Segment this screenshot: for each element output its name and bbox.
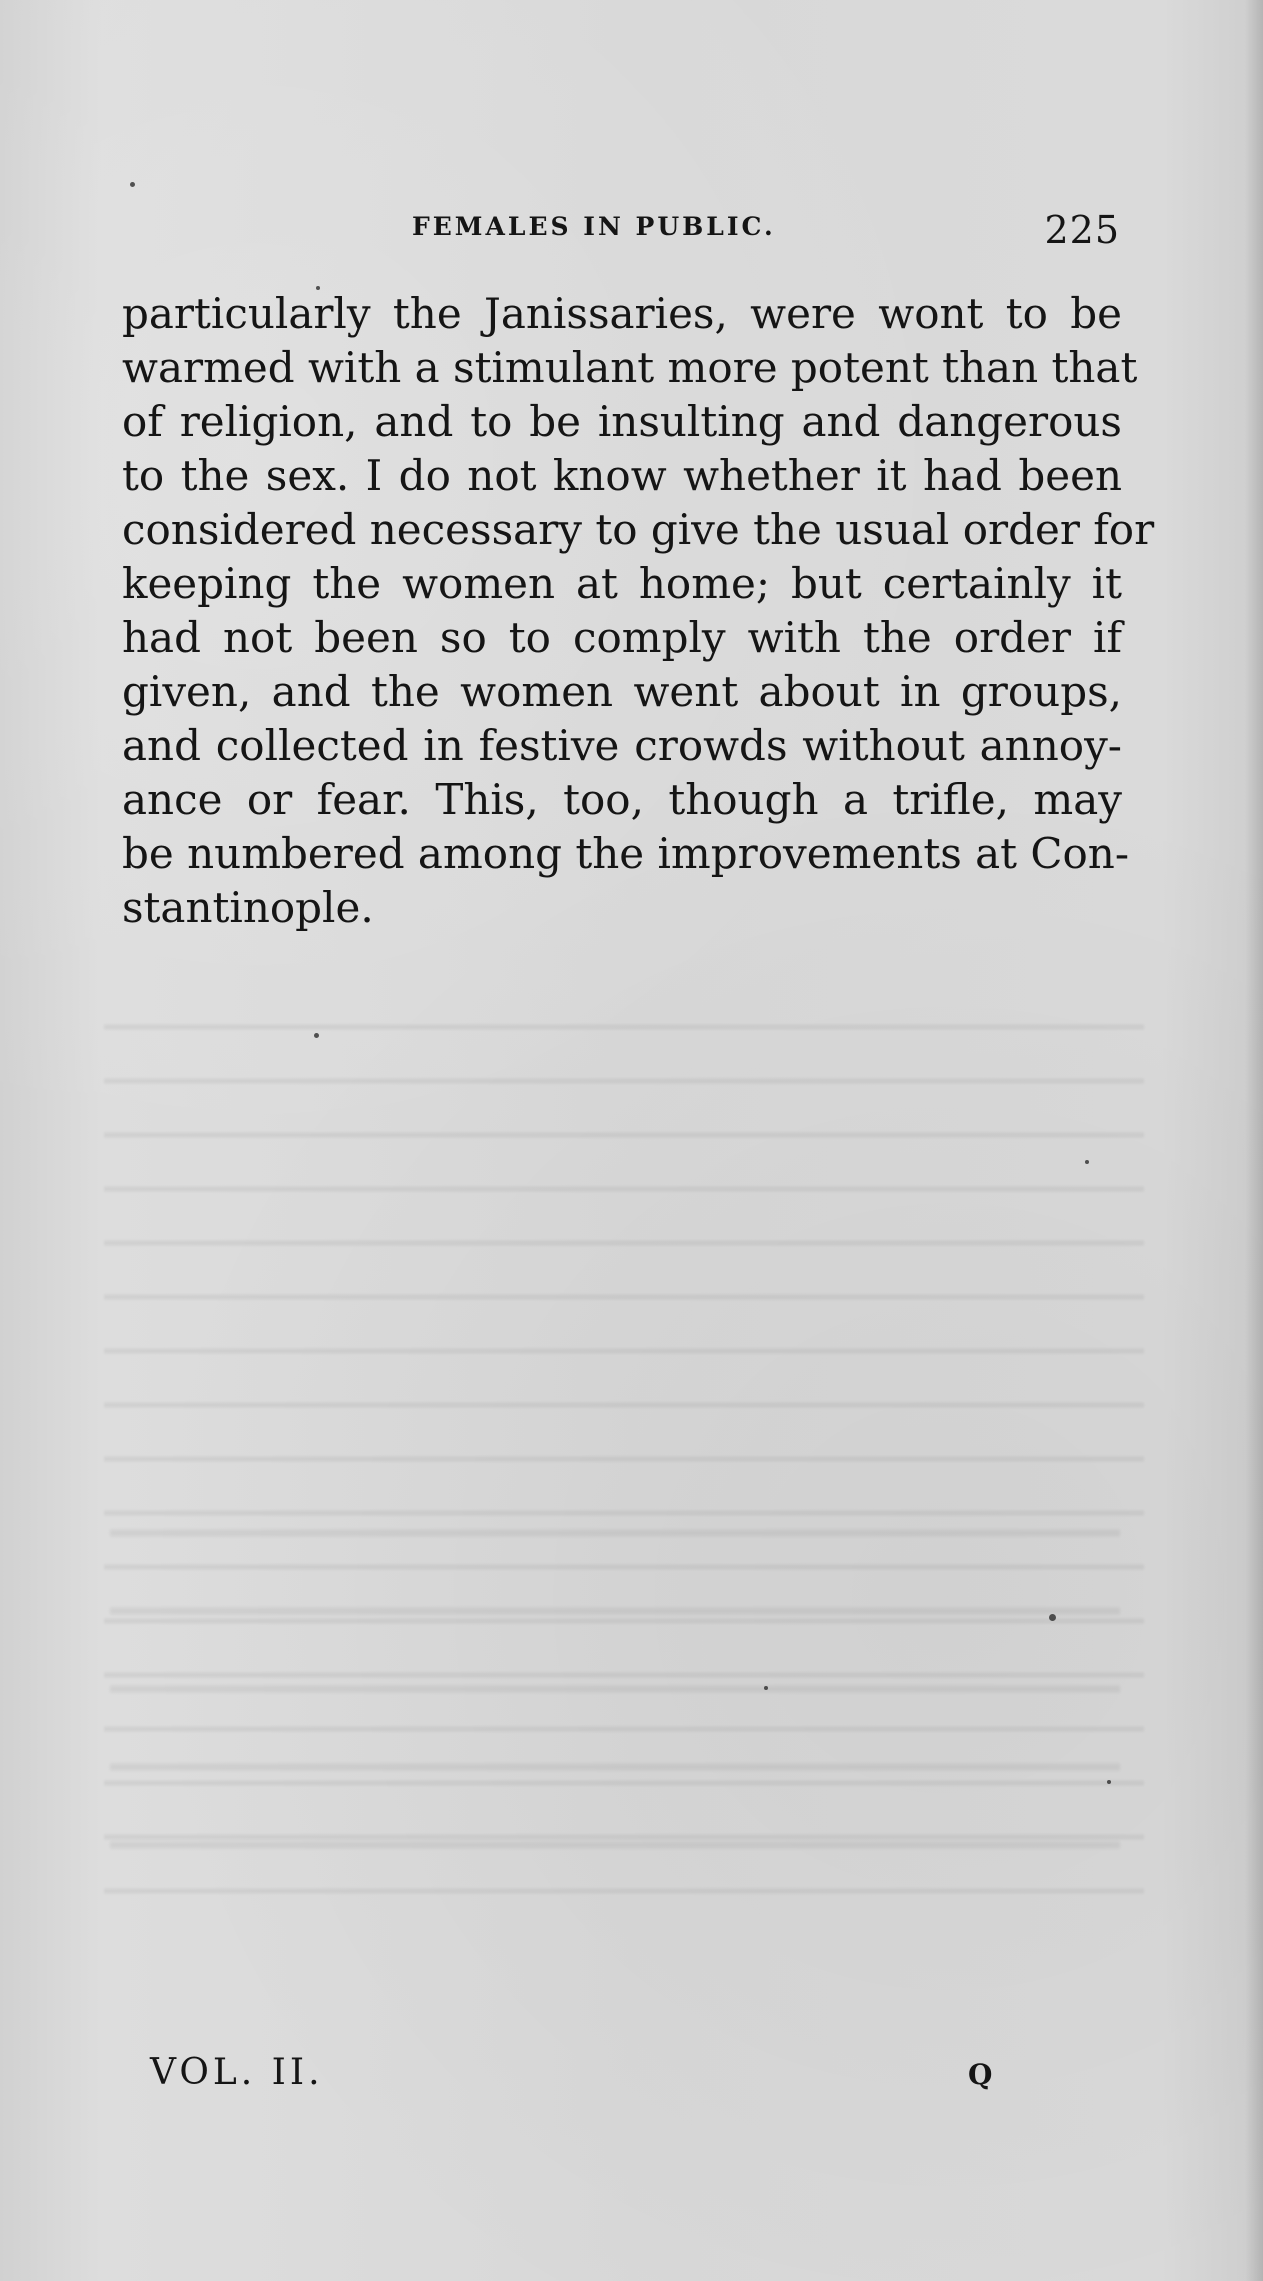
text-line: and collected in festive crowds without annoy- — [122, 721, 1122, 770]
text-line: particularly the Janissaries, were wont to be — [122, 289, 1122, 338]
text-line: ance or fear. This, too, though a trifle, may — [122, 775, 1122, 824]
page-number: 225 — [1044, 208, 1120, 252]
volume-footer: VOL. II. — [150, 2052, 324, 2093]
page-header — [412, 208, 1120, 260]
text-line: be numbered among the improvements at Con- — [122, 829, 1130, 878]
paper-speck — [1085, 1160, 1089, 1164]
text-line: stantinople. — [122, 883, 374, 932]
paper-speck — [314, 1033, 319, 1038]
paper-speck — [764, 1686, 768, 1690]
signature-mark: Q — [968, 2058, 993, 2091]
paper-speck — [130, 182, 135, 187]
text-line: to the sex. I do not know whether it had been — [122, 451, 1122, 500]
text-line: had not been so to comply with the order if — [122, 613, 1122, 662]
page-edge-shadow — [1245, 0, 1263, 2281]
text-line: considered necessary to give the usual order for — [122, 505, 1155, 554]
show-through-text-secondary — [110, 1495, 1120, 1905]
text-line: warmed with a stimulant more potent than that — [122, 343, 1138, 392]
text-line: given, and the women went about in groups, — [122, 667, 1122, 716]
text-line: of religion, and to be insulting and dangerous — [122, 397, 1122, 446]
running-head: FEMALES IN PUBLIC. — [412, 212, 776, 241]
paper-speck — [1107, 1780, 1111, 1784]
text-line: keeping the women at home; but certainly it — [122, 559, 1122, 608]
paper-speck — [1049, 1614, 1056, 1621]
body-text — [122, 287, 1155, 935]
